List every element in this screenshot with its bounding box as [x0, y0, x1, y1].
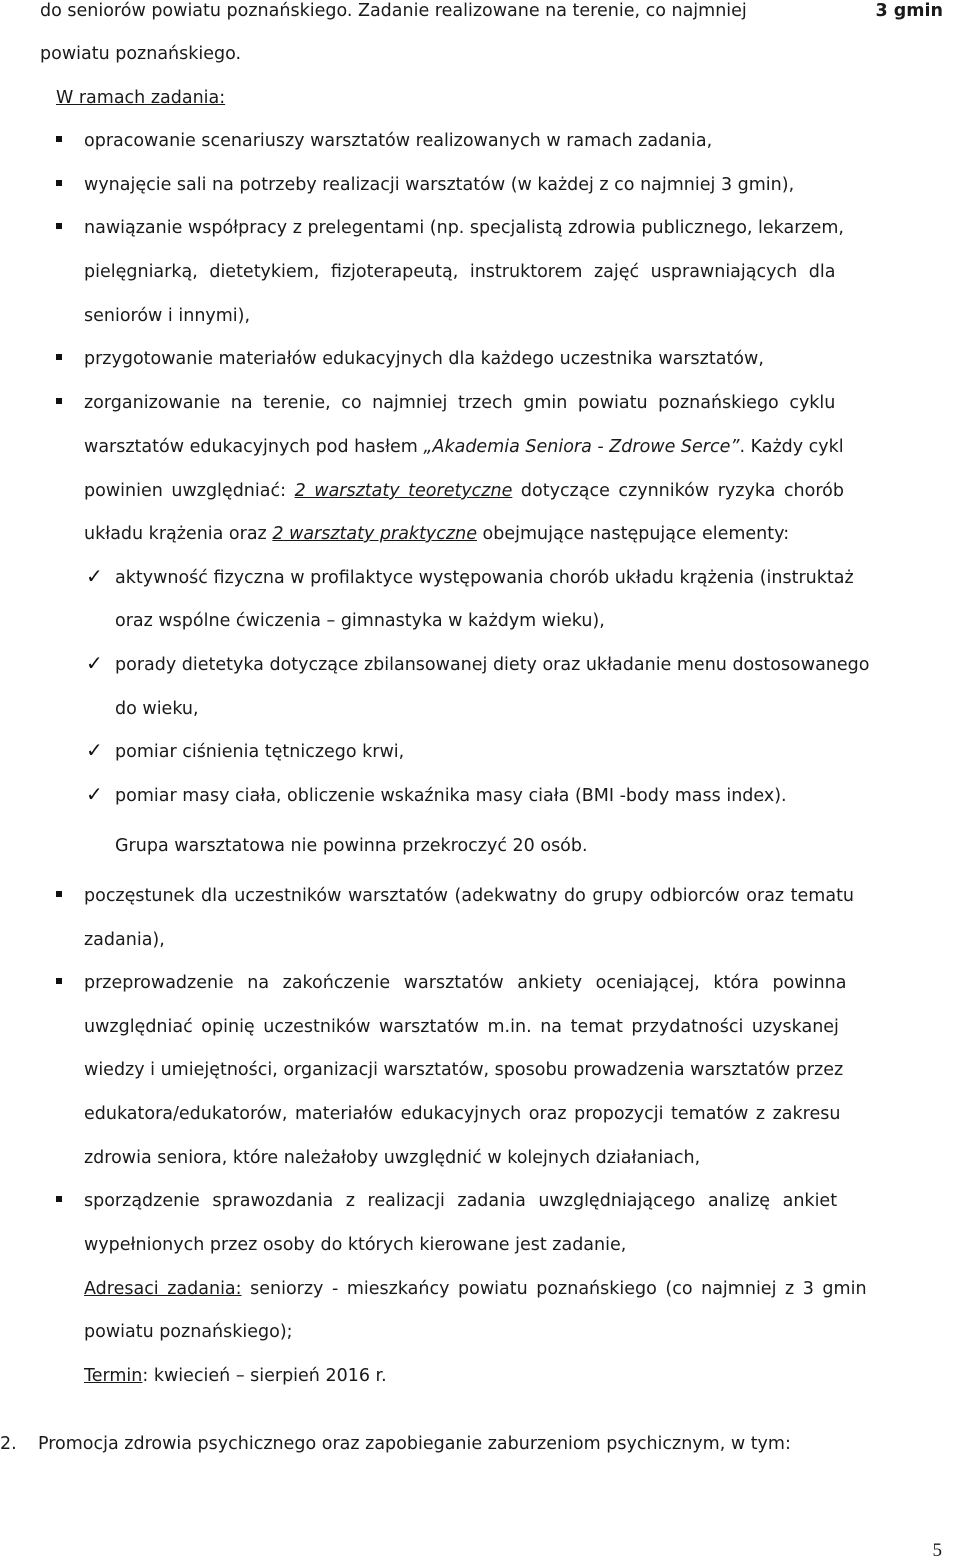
cykl-text-b: obejmujące następujące elementy: — [476, 524, 790, 544]
theory-workshops: 2 warsztaty teoretyczne — [294, 481, 513, 501]
square-bullet-icon — [56, 398, 62, 404]
check-mark-icon: ✓ — [86, 782, 103, 806]
list-item-cykl-l1: zorganizowanie na terenie, co najmniej trzech gmin powiatu poznańskiego cyklu — [84, 393, 836, 413]
list-item-cykl-l4 — [84, 523, 789, 545]
list-item-prelegenci-l2: pielęgniarką, dietetykiem, fizjoterapeutą, instruktorem zajęć usprawniających dla — [84, 262, 836, 282]
list-item-ankiety-l3: wiedzy i umiejętności, organizacji warsztatów, sposobu prowadzenia warsztatów przez — [84, 1060, 844, 1080]
list-item-materialy: przygotowanie materiałów edukacyjnych dla każdego uczestnika warsztatów, — [84, 349, 764, 369]
practice-workshops: 2 warsztaty praktyczne — [272, 524, 477, 544]
termin-line — [84, 1365, 387, 1387]
square-bullet-icon — [56, 978, 62, 984]
check-mark-icon: ✓ — [86, 738, 103, 762]
list-item-ankiety-l1: przeprowadzenie na zakończenie warsztatów ankiety oceniającej, która powinna — [84, 973, 847, 993]
list-item-prelegenci-l3: seniorów i innymi), — [84, 306, 251, 326]
cykl-text-a: powinien uwzględniać: — [84, 481, 295, 501]
cykl-text-a: warsztatów edukacyjnych pod hasłem — [84, 437, 424, 457]
section-2-title: Promocja zdrowia psychicznego oraz zapobieganie zaburzeniom psychicznym, w tym: — [38, 1434, 791, 1454]
adresaci-text: seniorzy - mieszkańcy powiatu poznańskiego (co najmniej z 3 gmin — [241, 1279, 867, 1299]
cykl-text-b: dotyczące czynników ryzyka chorób — [512, 481, 844, 501]
square-bullet-icon — [56, 1196, 62, 1202]
check-item-porady-l1: porady dietetyka dotyczące zbilansowanej diety oraz układanie menu dostosowanego — [115, 655, 870, 675]
square-bullet-icon — [56, 223, 62, 229]
campaign-title: „Akademia Seniora - Zdrowe Serce” — [423, 437, 740, 457]
group-size-note: Grupa warsztatowa nie powinna przekroczyć 20 osób. — [115, 836, 588, 856]
cykl-text-a: układu krążenia oraz — [84, 524, 273, 544]
list-item-poczestunek-l1: poczęstunek dla uczestników warsztatów (adekwatny do grupy odbiorców oraz tematu — [84, 886, 855, 906]
intro-bold-gminy: 3 gmin — [875, 1, 943, 21]
list-item-cykl-l2 — [84, 436, 844, 458]
check-mark-icon: ✓ — [86, 564, 103, 588]
list-item-scenariusze: opracowanie scenariuszy warsztatów realizowanych w ramach zadania, — [84, 131, 713, 151]
termin-label: Termin — [84, 1366, 143, 1386]
termin-text: : kwiecień – sierpień 2016 r. — [142, 1366, 387, 1386]
check-mark-icon: ✓ — [86, 651, 103, 675]
page-number: 5 — [932, 1540, 942, 1561]
square-bullet-icon — [56, 180, 62, 186]
check-item-aktywnosc-l1: aktywność fizyczna w profilaktyce występowania chorób układu krążenia (instruktaż — [115, 568, 854, 588]
intro-line-1 — [40, 0, 943, 22]
intro-text-1: do seniorów powiatu poznańskiego. Zadanie realizowane na terenie, co najmniej — [40, 1, 747, 21]
list-item-ankiety-l5: zdrowia seniora, które należałoby uwzględnić w kolejnych działaniach, — [84, 1148, 701, 1168]
list-item-sprawozdanie-l2: wypełnionych przez osoby do których kierowane jest zadanie, — [84, 1235, 627, 1255]
section-heading: W ramach zadania: — [56, 88, 226, 108]
list-item-poczestunek-l2: zadania), — [84, 930, 165, 950]
square-bullet-icon — [56, 354, 62, 360]
check-item-cisnienie: pomiar ciśnienia tętniczego krwi, — [115, 742, 405, 762]
adresaci-label: Adresaci zadania: — [84, 1279, 242, 1299]
section-2-number: 2. — [0, 1434, 17, 1454]
check-item-masa: pomiar masy ciała, obliczenie wskaźnika masy ciała (BMI -body mass index). — [115, 786, 787, 806]
adresaci-line-1 — [84, 1278, 867, 1300]
list-item-sprawozdanie-l1: sporządzenie sprawozdania z realizacji zadania uwzględniającego analizę ankiet — [84, 1191, 838, 1211]
list-item-sala: wynajęcie sali na potrzeby realizacji warsztatów (w każdej z co najmniej 3 gmin), — [84, 175, 795, 195]
list-item-text: nawiązanie współpracy z prelegentami (np. specjalistą zdrowia publicznego, lekarzem, — [84, 218, 844, 238]
check-item-aktywnosc-l2: oraz wspólne ćwiczenia – gimnastyka w każdym wieku), — [115, 611, 605, 631]
list-item-prelegenci-l1 — [84, 217, 942, 239]
list-item-ankiety-l4: edukatora/edukatorów, materiałów edukacyjnych oraz propozycji tematów z zakresu — [84, 1104, 841, 1124]
cykl-text-b: . Każdy cykl — [739, 437, 844, 457]
square-bullet-icon — [56, 891, 62, 897]
list-item-ankiety-l2: uwzględniać opinię uczestników warsztatów m.in. na temat przydatności uzyskanej — [84, 1017, 839, 1037]
intro-line-2: powiatu poznańskiego. — [40, 44, 242, 64]
square-bullet-icon — [56, 136, 62, 142]
list-item-cykl-l3 — [84, 480, 844, 502]
adresaci-line-2: powiatu poznańskiego); — [84, 1322, 293, 1342]
check-item-porady-l2: do wieku, — [115, 699, 199, 719]
